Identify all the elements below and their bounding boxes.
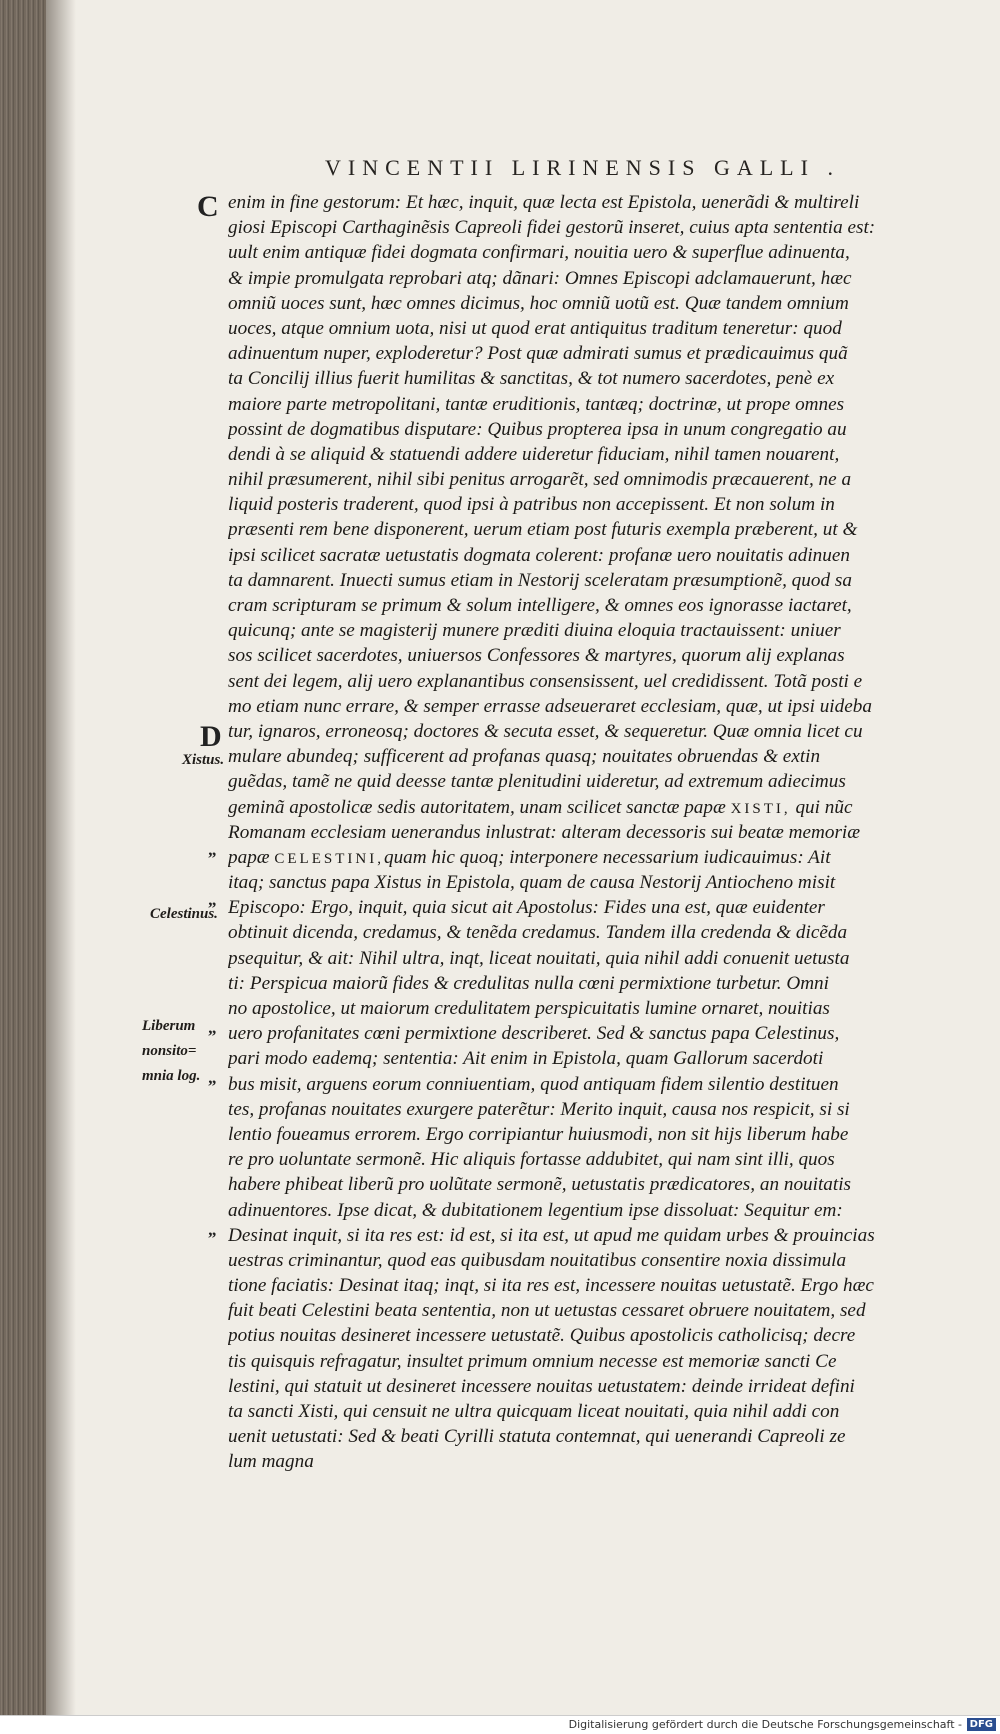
quote-mark: „ [208,1018,217,1037]
section-letter-d: D [200,720,222,753]
text-line: tis quisquis refragatur, insultet primum omnium necesse est memoriæ sancti Ce [228,1350,837,1372]
text-line: tes, profanas nouitates exurgere paterẽtur: Merito inquit, causa nos respicit, si si [228,1098,850,1120]
smallcaps-celestini: CELESTINI, [274,850,384,867]
text-line: pari modo eademq; sententia: Ait enim in Epistola, quam Gallorum sacerdoti [228,1048,824,1070]
dfg-logo: DFG [967,1718,996,1731]
catchword [228,1475,928,1500]
text-line: giosi Episcopi Carthaginẽsis Capreoli fidei gestorũ inseret, cuius apta sententia est: [228,217,876,239]
text-line: enim in fine gestorum: Et hæc, inquit, quæ lecta est Epistola, uenerãdi & multireli [228,192,860,213]
text-line: uoces, atque omnium uota, nisi ut quod erat antiquitus traditum teneretur: quod [228,317,842,339]
text-line: adinuentores. Ipse dicat, & dubitationem legentium ipse dissoluat: Sequitur em: [228,1199,843,1221]
smallcaps-xisti: XISTI, [730,800,791,817]
text-line: nihil præsumerent, nihil sibi penitus arrogarẽt, sed omnimodis præcauerent, ne a [228,469,852,491]
quote-mark: „ [208,840,217,859]
text-line [228,795,928,820]
text-segment: geminã apostolicæ sedis autoritatem, unam scilicet sanctæ papæ [228,796,726,818]
text-line: omniũ uoces sunt, hæc omnes dicimus, hoc omniũ uotũ est. Quæ tandem omnium [228,292,849,314]
margin-note-celestinus: Celestinus. [150,906,218,922]
margin-note-liberum-3: mnia log. [142,1068,201,1084]
text-line: dendi à se aliquid & statuendi addere uideretur fiduciam, nihil tamen nouarent, [228,443,840,465]
quote-mark: „ [208,890,217,909]
text-line: præsenti rem bene disponerent, uerum etiam post futuris exempla præberent, ut & [228,519,858,541]
quote-mark: „ [208,1068,217,1087]
book-page-edges [0,0,46,1733]
text-line: tione faciatis: Desinat itaq; inqt, si ita res est, incessere nouitas uetustatẽ. Ergo hæc [228,1275,874,1297]
text-line: potius nouitas desineret incessere uetustatẽ. Quibus apostolicis catholicisq; decre [228,1325,856,1347]
text-line: adinuentum nuper, exploderetur? Post quæ admirati sumus et prædicauimus quã [228,343,848,365]
digitization-footer [0,1715,1000,1734]
margin-note-liberum: Liberum [142,1018,196,1034]
text-line: tur, ignaros, erroneosq; doctores & secuta esset, & sequeretur. Quæ omnia licet cu [228,720,863,742]
body-text [228,190,928,1500]
margin-note-xistus: Xistus. [182,752,225,768]
text-line: sos scilicet sacerdotes, uniuersos Confessores & martyres, quorum alij explanas [228,645,845,667]
text-line: Episcopo: Ergo, inquit, quia sicut ait Apostolus: Fides una est, quæ euidenter [228,897,825,919]
text-line: guẽdas, tamẽ ne quid deesse tantæ plenitudini uideretur, ad extremum adiecimus [228,771,846,793]
text-line: ipsi scilicet sacratæ uetustatis dogmata colerent: profanæ uero nouitatis adinuen [228,544,850,566]
text-line: uestras criminantur, quod eas quibusdam nouitatibus consentire noxia dissimula [228,1249,847,1271]
text-line: ta sancti Xisti, qui censuit ne ultra quicquam liceat nouitati, quia nihil addi con [228,1401,840,1422]
text-line: uenit uetustati: Sed & beati Cyrilli statuta contemnat, qui uenerandi Capreoli ze [228,1426,846,1448]
text-line: no apostolice, ut maiorum credulitatem perspicuitatis lumine ornaret, nouitias [228,998,830,1019]
text-line: ta Concilij illius fuerit humilitas & sanctitas, & tot numero sacerdotes, penè ex [228,368,835,390]
text-line: lentio foueamus errorem. Ergo corripiantur huiusmodi, non sit hijs liberum habe [228,1123,849,1145]
text-line: possint de dogmatibus disputare: Quibus propterea ipsa in unum congregatio au [228,418,847,440]
text-line: ta damnarent. Inuecti sumus etiam in Nestorij sceleratam præsumptionẽ, quod sa [228,569,852,591]
text-line: bus misit, arguens eorum conniuentiam, quod antiquam fidem silentio destituen [228,1073,839,1095]
margin-note-liberum-2: nonsito= [142,1043,197,1059]
text-line: Desinat inquit, si ita res est: id est, si ita est, ut apud me quidam urbes & prouincias [228,1224,875,1246]
text-line: Romanam ecclesiam uenerandus inlustrat: alteram decessoris sui beatæ memoriæ [228,821,861,843]
text-segment: papæ [228,846,270,868]
text-line: fuit beati Celestini beata sententia, non ut uetustas cessaret obruere nouitatem, sed [228,1300,866,1322]
footer-credit: Digitalisierung gefördert durch die Deutsche Forschungsgemeinschaft - [568,1718,962,1731]
text-line: mo etiam nunc errare, & semper errasse adseueraret ecclesiam, quæ, ut ipsi uideba [228,695,872,717]
section-letter-c: C [197,190,219,223]
text-line: lum magna [228,1451,314,1473]
running-header: VINCENTII LIRINENSIS GALLI . [325,155,840,180]
text-line: liquid posteris traderent, quod ipsi à patribus non accepissent. Et non solum in [228,494,835,516]
text-line: mulare abundeq; sufficerent ad profanas quasq; nouitates obruendas & extin [228,746,821,768]
text-line: maiore parte metropolitani, tantæ eruditionis, tantæq; doctrinæ, ut prope omnes [228,393,845,415]
text-line: ti: Perspicua maiorũ fides & credulitas nulla cœni permixtione turbetur. Omni [228,972,829,994]
text-line: obtinuit dicenda, credamus, & tenẽda credamus. Tandem illa credenda & dicẽda [228,922,848,944]
text-line: quicunq; ante se magisterij munere præditi diuina eloquia tractauissent: uniuer [228,620,841,642]
text-line: habere phibeat liberũ pro uolũtate sermonẽ, uetustatis prædicatores, an nouitatis [228,1174,852,1196]
text-line: lestini, qui statuit ut desineret incessere nouitas uetustatem: deinde irrideat defini [228,1375,855,1397]
spine-shadow [46,0,76,1733]
text-line: cram scripturam se primum & solum intelligere, & omnes eos ignorasse iactaret, [228,595,852,616]
text-line: psequitur, & ait: Nihil ultra, inqt, liceat nouitati, quia nihil addi conuenit uetusta [228,947,850,969]
text-line: & impie promulgata reprobari atq; dãnari: Omnes Episcopi adclamauerunt, hæc [228,267,852,289]
text-segment: quam hic quoq; interponere necessarium iudicauimus: Ait [383,846,831,868]
text-line: re pro uoluntate sermonẽ. Hic aliquis fortasse addubitet, qui nam sint illi, quos [228,1149,835,1171]
text-line: sent dei legem, alij uero explanantibus consensissent, uel credidissent. Totã posti e [228,670,863,692]
text-line [228,845,928,870]
text-line: itaq; sanctus papa Xistus in Epistola, quam de causa Nestorij Antiocheno misit [228,872,836,894]
quote-mark: „ [208,1220,217,1239]
text-line: uero profanitates cœni permixtione describeret. Sed & sanctus papa Celestinus, [228,1023,840,1045]
text-line: uult enim antiquæ fidei dogmata confirmari, nouitia uero & superflue adinuenta, [228,242,850,264]
text-segment: qui nũc [795,796,853,818]
